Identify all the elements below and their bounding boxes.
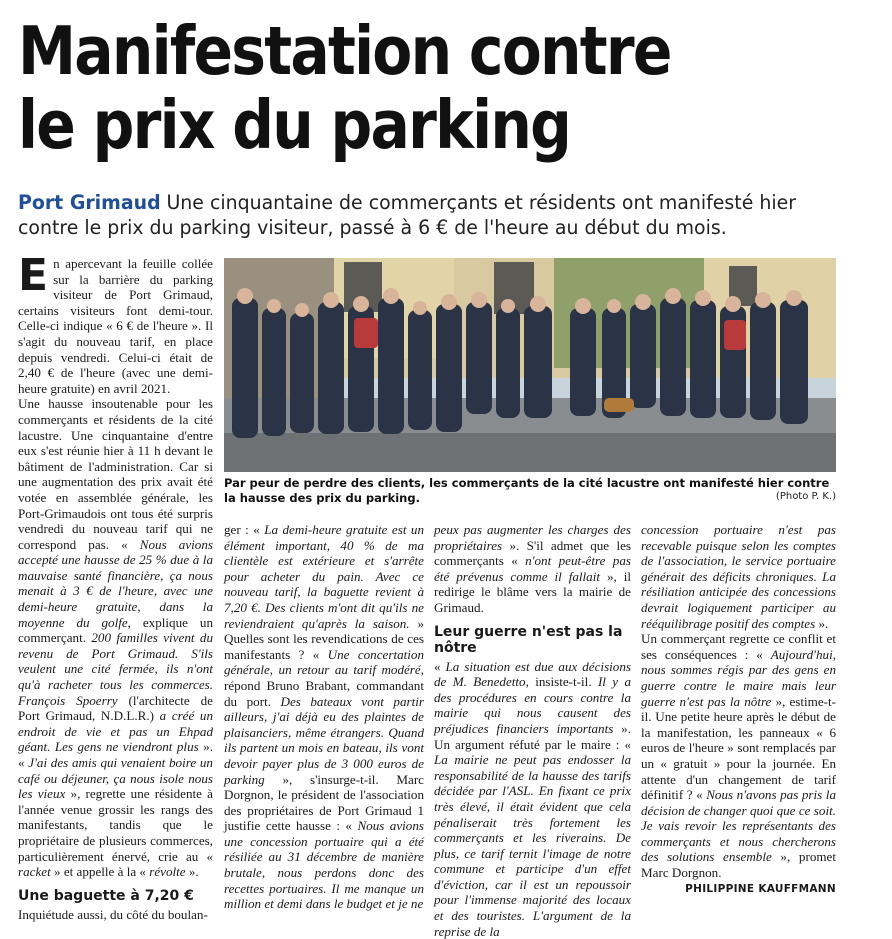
photo-credit: (Photo P. K.) [775, 491, 836, 502]
article-column-3 [434, 522, 631, 939]
headline [18, 14, 766, 162]
paragraph: ger : « La demi-heure gratuite est un élément important, 40 % de ma clientèle est extérieure et s'arrête pour acheter du pain. Avec ce nouveau tarif, la baguette revient à 7,20 €. Des clients m'ont dit qu'ils ne reviendraient qu'après la saison. » Quelles sont les revendications de ces manifestants ? « Une concertation générale, un retour au tarif modéré, répond Bruno Brabant, commandant du port. Des bateaux vont partir ailleurs, j'ai déjà eu des plaintes de plaisanciers, même étrangers. Quand ils partent un mois en bateau, ils vont devoir payer plus de 3 000 euros de parking », s'insurge-t-il. Marc Dorgnon, le président de l'association des propriétaires de Port Grimaud 1 justifie cette hausse : « Nous avions une concession portuaire qui a été résiliée au 31 décembre de manière brutale, nous perdons donc des recettes portuaires. Il me manque un million et demi dans le budget et je ne [224, 522, 424, 912]
article-column-1 [18, 250, 213, 922]
headline-line-1: Manifestation contre [18, 12, 671, 90]
paragraph: Un commerçant regrette ce conflit et ses conséquences : « Aujourd'hui, nous sommes régis par des gens en guerre contre le maire mais leur guerre n'est pas la nôtre », estime-t-il. Une petite heure après le début de la manifestation, les panneaux « 6 euros de l'heure » sont remplacés par un « gratuit » pour la journée. En attente d'un changement de tarif définitif ? « Nous n'avons pas pris la décision de changer quoi que ce soit. Je vais revoir les représentants des commerçants et nous chercherons des solutions ensemble », promet Marc Dorgnon. [641, 631, 836, 881]
paragraph: Une hausse insoutenable pour les commerçants et résidents de la cité lacustre. Une cinquantaine d'entre eux s'est réunie hier à 11 h devant le bâtiment de l'administration. Car si une augmentation des prix avait été votée en assemblée générale, les Port-Grimaudois ont tous été surpris vendredi du nouveau tarif qui ne correspond pas. « Nous avions accepté une hausse de 25 % due à la mauvaise santé financière, ça nous menait à 3 € de l'heure, avec une demi-heure gratuite, dans la moyenne du golfe, explique un commerçant. 200 familles vivent du revenu de Port Grimaud. S'ils veulent une cité fermée, ils n'ont qu'à racheter tous les commerces. François Spoerry (l'architecte de Port Grimaud, N.D.L.R.) a créé un endroit de vie et pas un Ehpad géant. Les gens ne viendront plus ». « J'ai des amis qui venaient boire un café ou déjeuner, ça nous isole nous les vieux », regrette une résidente à l'année venue grossir les rangs des manifestants, tandis que le propriétaire de plusieurs commerces, particulièrement énervé, crie au « racket » et appelle à la « révolte ». [18, 396, 213, 880]
author-signature: PHILIPPINE KAUFFMANN [685, 882, 836, 895]
intertitle: Une baguette à 7,20 € [18, 887, 194, 904]
protest-photo-illustration [224, 258, 836, 472]
article-column-2 [224, 522, 424, 912]
intertitle: Leur guerre n'est pas la nôtre [434, 623, 623, 656]
dateline-place: Port Grimaud [18, 191, 161, 214]
paragraph: concession portuaire n'est pas recevable puisque selon les comptes de l'association, le service portuaire générait des déficits chroniques. La résiliation anticipée des concessions devrait logiquement participer au rééquilibrage positif des comptes ». [641, 522, 836, 631]
paragraph: Inquiétude aussi, du côté du boulan- [18, 906, 208, 922]
lede [18, 190, 823, 240]
paragraph: En apercevant la feuille collée sur la barrière du parking visiteur de Port Grimaud, certains visiteurs font demi-tour. Celle-ci indique « 6 € de l'heure ». Il s'agit du nouveau tarif, en place depuis vendredi. Celui-ci était de 2,40 € de l'heure (avec une demi-heure gratuite) en avril 2021. [18, 250, 213, 396]
paragraph: peux pas augmenter les charges des propriétaires ». S'il admet que les commerçants « n'ont peut-être pas été prévenus comme il fallait », il redirige le blâme vers la mairie de Grimaud. [434, 522, 631, 615]
lede-text: Une cinquantaine de commerçants et résidents ont manifesté hier contre le prix du parking visiteur, passé à 6 € de l'heure au début du mois. [18, 191, 797, 239]
headline-line-2: le prix du parking [18, 86, 571, 164]
photo-caption: Par peur de perdre des clients, les commerçants de la cité lacustre ont manifesté hier contre la hausse des prix du parking. [224, 476, 830, 505]
dropcap: E [18, 250, 49, 301]
paragraph: « La situation est due aux décisions de M. Benedetto, insiste-t-il. Il y a des procédures en cours contre la mairie qui nous causent des préjudices financiers importants ». Un argument réfuté par le maire : « La mairie ne peut pas endosser la responsabilité de la hausse des tarifs décidée par l'ASL. En fixant ce prix très élevé, il était évident que cela pénaliserait très fortement les commerçants et les riverains. De plus, ce tarif ternit l'image de notre commune et participe d'un effet d'éviction, car il est un repoussoir pour l'immense majorité des locaux et des touristes. L'argument de la reprise de la [434, 658, 631, 939]
protest-photo [224, 258, 836, 472]
article-column-4 [641, 522, 836, 897]
